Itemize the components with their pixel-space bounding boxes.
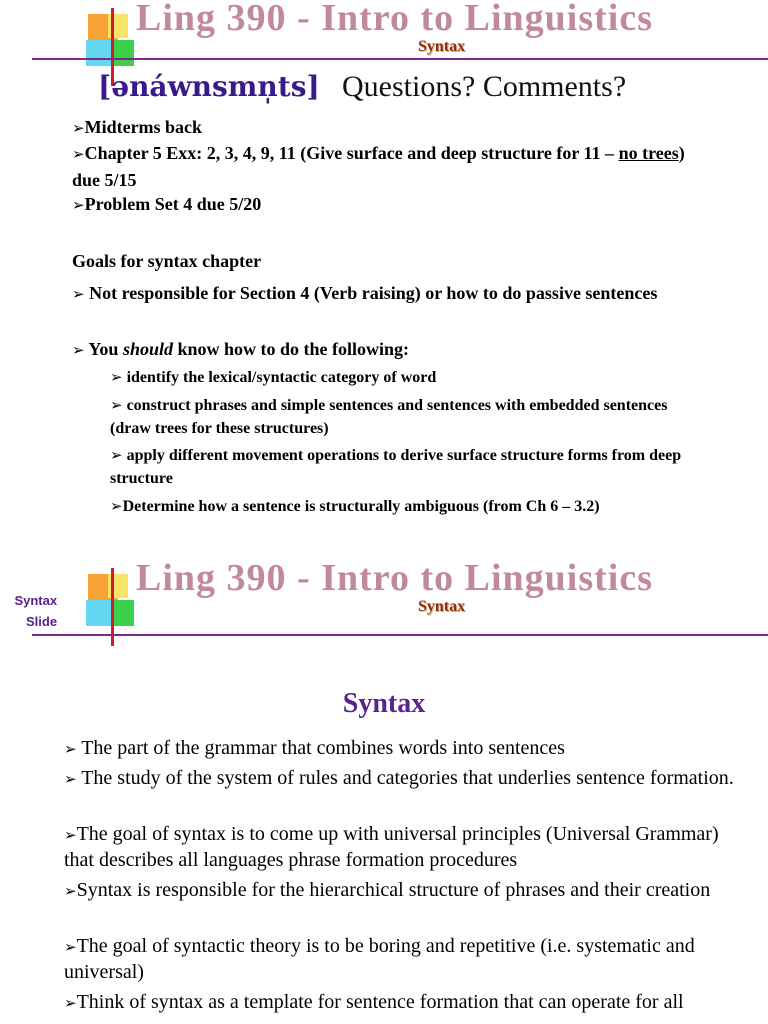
arrow-icon: ➢: [64, 882, 77, 900]
bullet-item: ➢ The study of the system of rules and categories that underlies sentence formation.: [64, 767, 734, 789]
arrow-icon: ➢: [110, 396, 123, 414]
header-title: Ling 390 - Intro to Linguistics: [136, 0, 653, 39]
arrow-icon: ➢: [64, 938, 77, 956]
arrow-icon: ➢: [72, 341, 85, 359]
arrow-icon: ➢: [64, 770, 77, 788]
bullet-item: ➢Syntax is responsible for the hierarchical structure of phrases and their creation: [64, 879, 711, 901]
slide-title: Syntax: [342, 688, 426, 719]
questions-comments: Questions? Comments?: [342, 70, 627, 103]
sub-item-ambiguous: ➢Determine how a sentence is structurally ambiguous (from Ch 6 – 3.2): [110, 497, 600, 515]
arrow-icon: ➢: [72, 145, 85, 163]
header-subtitle: Syntax: [418, 598, 466, 615]
bullet-item: ➢The goal of syntactic theory is to be boring and repetitive (i.e. systematic and universal): [64, 935, 695, 983]
bullet-item: ➢ The part of the grammar that combines words into sentences: [64, 737, 565, 759]
header-divider: [32, 634, 768, 636]
slide-badge: Syntax Slide: [14, 590, 57, 632]
bullet-item: ➢Think of syntax as a template for sentence formation that can operate for all: [64, 991, 684, 1013]
slide-2: [0, 557, 768, 1024]
bullet-item: ➢The goal of syntax is to come up with universal principles (Universal Grammar) that describes all languages phrase formation procedures: [64, 823, 719, 871]
sub-item-lexical: ➢ identify the lexical/syntactic category of word: [110, 368, 437, 386]
arrow-icon: ➢: [110, 446, 123, 464]
sub-item-construct: ➢ construct phrases and simple sentences and sentences with embedded sentences (draw trees for these structures): [110, 396, 668, 437]
header-title: Ling 390 - Intro to Linguistics: [136, 557, 653, 599]
bullet-problem-set: ➢Problem Set 4 due 5/20: [72, 194, 262, 214]
announcements-row: [98, 70, 627, 104]
arrow-icon: ➢: [64, 740, 77, 758]
header-divider: [32, 58, 768, 60]
arrow-icon: ➢: [110, 497, 123, 515]
bullet-midterms: ➢Midterms back: [72, 117, 203, 137]
arrow-icon: ➢: [72, 119, 85, 137]
no-trees-text: no trees: [618, 143, 679, 163]
header-subtitle: Syntax: [418, 38, 466, 55]
goals-heading: Goals for syntax chapter: [72, 251, 262, 271]
logo-blocks: [88, 568, 136, 638]
arrow-icon: ➢: [64, 994, 77, 1012]
bullet-not-responsible: ➢ Not responsible for Section 4 (Verb raising) or how to do passive sentences: [72, 283, 658, 303]
arrow-icon: ➢: [72, 285, 85, 303]
bullet-should-know: ➢ You should know how to do the following:: [72, 339, 409, 359]
announcements-ipa: [ənáwnsmn̩ts]: [98, 70, 320, 103]
arrow-icon: ➢: [64, 826, 77, 844]
sub-item-movement: ➢ apply different movement operations to derive surface structure forms from deep structure: [110, 446, 682, 487]
arrow-icon: ➢: [110, 368, 123, 386]
bullet-chapter5: ➢Chapter 5 Exx: 2, 3, 4, 9, 11 (Give surface and deep structure for 11 – no trees) due 5/15: [72, 143, 685, 190]
arrow-icon: ➢: [72, 196, 85, 214]
logo-blocks: [88, 8, 136, 78]
